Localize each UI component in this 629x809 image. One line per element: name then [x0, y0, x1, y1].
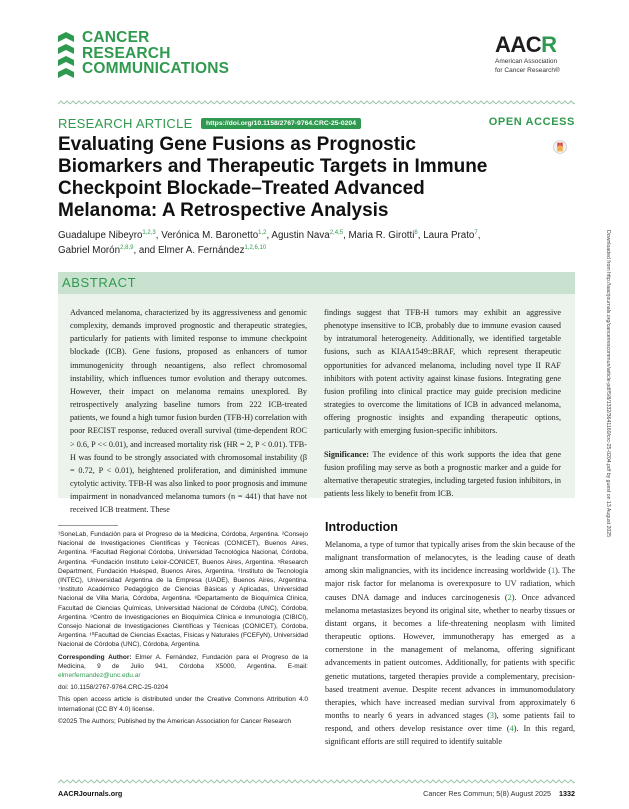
introduction-heading: Introduction [325, 520, 398, 534]
author-name: Elmer A. Fernández [157, 245, 245, 256]
author-affiliation[interactable]: 6 [414, 230, 418, 236]
affiliations-text: ¹SoneLab, Fundación para el Progreso de la Medicina, Córdoba, Argentina. ²Consejo Nacional de Investigaciones Científicas y Técnicas (CONICET), Buenos Aires, Argentina. ³Facultad Regional Córdoba, Universidad Tecnológica Nacional, Córdoba, Argentina. ⁴Fundación Instituto Leloir-CONICET, Buenos Aires, Argentina. ⁵Research Department, Fundación Huésped, Buenos Aires, Argentina. ⁶Instituto de Tecnología (INTEC), Universidad Argentina de la Empresa (UADE), Buenos Aires, Argentina. ⁷Instituto Académico Pedagógico de Ciencias Básicas y Aplicadas, Universidad Nacional de Villa María, Córdoba, Argentina. ⁸Departamento de Bioquímica Clínica, Facultad de Ciencias Químicas, Universidad Nacional de Córdoba (UNC), Córdoba, Argentina. ⁹Centro de Investigaciones en Bioquímica Clínica e Inmunología (CIBICI), Consejo Nacional de Investigaciones Científicas y Técnicas (CONICET), Córdoba, Argentina. ¹⁰Facultad de Ciencias Exactas, Físicas y Naturales (FCEFyN), Universidad Nacional de Córdoba (UNC), Córdoba, Argentina. [58, 531, 308, 649]
open-access-label: OPEN ACCESS [488, 116, 575, 128]
reference-link[interactable]: 4 [509, 724, 514, 734]
publisher-subtitle-2-text: for Cancer Research [495, 67, 555, 74]
reference-link[interactable]: 2 [507, 592, 512, 602]
journal-name-line-2: RESEARCH [82, 44, 171, 62]
corresponding-text: Elmer A. Fernández, Fundación para el Progreso de la Medicina, 9 de Julio 941, Córdoba X5000, Argentina. E-mail: [58, 653, 308, 670]
author-affiliation[interactable]: 1,2 [258, 230, 267, 236]
intro-text: ). In this regard, significant efforts are still required to identify suitable [325, 724, 575, 747]
author-name: Guadalupe Nibeyro [58, 230, 143, 241]
download-note [598, 228, 610, 668]
abstract-section [58, 272, 575, 515]
author-affiliation[interactable]: 1,2,3 [142, 230, 156, 236]
author-affiliation[interactable]: 2,8,9 [120, 245, 134, 251]
download-note-text: Downloaded from http://aacrjournals.org/cancerrescommun/article-pdf/5/8/1332/3641160/crc-25-0204.pdf by guest on 13 August 2025 [605, 230, 611, 538]
journal-logo-mark-icon [58, 32, 74, 78]
journal-logo [58, 30, 228, 80]
author-name: Laura Prato [423, 230, 475, 241]
author-separator: , [266, 230, 272, 241]
author-separator: , [155, 230, 162, 241]
footnotes [58, 530, 308, 729]
author-affiliation[interactable]: 7 [474, 230, 478, 236]
title-line-4: Melanoma: A Retrospective Analysis [58, 200, 389, 221]
title-line-2: Biomarkers and Therapeutic Targets in Immune [58, 156, 488, 177]
chevron-pattern-icon [58, 100, 575, 105]
author-separator: , [477, 230, 481, 241]
introduction-body [325, 538, 575, 749]
publisher-subtitle-1: American Association [495, 58, 558, 65]
crossmark-icon[interactable] [553, 140, 567, 154]
intro-text: ). Once advanced melanoma metastasizes beyond its original site, whether to nearby tissues or distant organs, it becomes a life-threatening neoplasm with limited therapeutic options. However, immunotherapy has emerged as a cornerstone in the management of melanoma, offering significant advancements in patient outcomes. Additionally, for patients with specific genetic mutations, targeted therapies provide a complementary, precision-based treatment avenue. Despite recent advances in immunomodulatory therapies, which have increased median survival from approximately 6 months to nearly 6 years in advanced stages ( [325, 592, 575, 721]
reference-link[interactable]: 1 [551, 566, 556, 576]
author-line-1 [58, 228, 568, 243]
article-meta-row [58, 116, 575, 134]
intro-text: Melanoma, a type of tumor that typically arises from the skin because of the malignant transformation of melanocytes, is the leading cause of death among skin malignancies, with its incidence increasing worldwide ( [325, 540, 575, 576]
author-list [58, 228, 568, 258]
page-number: 1332 [559, 789, 575, 798]
header-divider [58, 100, 575, 105]
author-name: Gabriel Morón [58, 245, 121, 256]
author-separator: , [343, 230, 349, 241]
publisher-wordmark-aac: AAC [495, 32, 542, 57]
publisher-logo [495, 33, 575, 83]
intro-text: ). The major risk factor for melanoma is overexposure to UV radiation, which causes DNA damage and induces carcinogenesis ( [325, 566, 575, 602]
author-name: Verónica M. Baronetto [161, 230, 259, 241]
significance-label: Significance: [324, 449, 370, 459]
chevron-pattern-icon [58, 779, 575, 784]
doi-link[interactable]: https://doi.org/10.1158/2767-9764.CRC-25-0204 [201, 118, 361, 129]
footnote-doi: doi: 10.1158/2767-9764.CRC-25-0204 [58, 684, 169, 692]
article-title [58, 134, 528, 222]
abstract-header [58, 272, 575, 294]
corresponding-author [58, 653, 308, 681]
reference-link[interactable]: 3 [489, 711, 494, 721]
journal-name-line-3: COMMUNICATIONS [82, 60, 230, 77]
abstract-right-column [324, 306, 561, 510]
abstract-right-text: findings suggest that TFB-H tumors may exhibit an aggressive phenotype insensitive to ICB, probably due to immune evasion caused by intratumoral heterogeneity. Additionally, we identified targetable fusions, such as KIAA1549::BRAF, which represent therapeutic opportunities for advanced melanoma, including novel type II RAF inhibitors with potent activity against kinase fusions. Integrating gene fusion profiling into clinical practice may guide precision medicine strategies to overcome the limitations of ICB in advanced melanoma, offering prognostic insights and expanding therapeutic options, particularly with emerging fusion-specific inhibitors. [324, 308, 561, 436]
publisher-registered-mark: ® [554, 67, 560, 74]
title-line-1: Evaluating Gene Fusions as Prognostic [58, 134, 416, 155]
copyright-text: ©2025 The Authors; Published by the American Association for Cancer Research [58, 717, 292, 725]
author-affiliation[interactable]: 2,4,5 [329, 230, 344, 236]
author-line-2 [58, 243, 568, 258]
footnote-rule [58, 525, 118, 526]
corresponding-label: Corresponding Author: [58, 653, 132, 661]
publisher-wordmark-r: R [541, 32, 557, 57]
title-line-3: Checkpoint Blockade–Treated Advanced [58, 178, 425, 199]
publisher-subtitle-2 [495, 67, 575, 75]
author-separator: , and [133, 245, 158, 256]
citation-text: Cancer Res Commun; 5(8) August 2025 [423, 789, 551, 798]
author-email-link[interactable]: elmerfernandez@unc.edu.ar [58, 672, 141, 680]
article-type: RESEARCH ARTICLE [58, 116, 193, 131]
significance-paragraph [324, 448, 561, 501]
footer-site[interactable]: AACRJournals.org [58, 789, 123, 798]
author-name: Agustin Nava [271, 230, 330, 241]
license-text: This open access article is distributed under the Creative Commons Attribution 4.0 International (CC BY 4.0) license. [58, 696, 308, 713]
footer-divider [58, 779, 575, 784]
author-separator: , [417, 230, 424, 241]
journal-name [82, 30, 229, 77]
journal-name-line-1: CANCER [82, 29, 150, 46]
author-affiliation[interactable]: 1,2,6,10 [244, 245, 267, 251]
abstract-left-column [70, 306, 307, 527]
footer-citation [423, 789, 575, 798]
abstract-left-text: Advanced melanoma, characterized by its aggressiveness and genomic complexity, demands improved prognostic and therapeutic strategies, particularly for patients with limited response to immune checkpoint blockade (ICB). Gene fusions, proposed as enhancers of tumor immunogenicity through neoantigens, also reflect chromosomal instability, which influences tumor evolution and therapy outcomes. However, their impact on melanoma remains unexplored. By retrospectively analyzing baseline tumors from 222 ICB-treated patients, we found a high tumor fusion burden (TFB-H) correlation with poor RECIST response, reduced overall survival (time-dependent ROC > 0.6, P << 0.01), and increased mortality risk (HR = 2, P < 0.01). TFB-H was found to be strongly associated with chromosomal instability (β = 0.72, P < 0.01), heightened proliferation, and diminished immune cytolytic activity. TFB-H was also linked to poor prognosis and immune impairment in nonadvanced melanoma tumors (n = 441) that have not received ICB treatment. These [70, 308, 307, 515]
abstract-heading: ABSTRACT [62, 275, 137, 290]
intro-text: ), some patients fail to respond, and others develop resistance over time ( [325, 711, 575, 734]
significance-text: The evidence of this work supports the idea that gene fusion profiling may serve as both a prognostic marker and a guide for alternative therapeutic strategies, including targeted fusion inhibitors, in patients less likely to benefit from ICB. [324, 449, 561, 499]
publisher-wordmark [495, 33, 575, 57]
author-name: Maria R. Girotti [348, 230, 415, 241]
